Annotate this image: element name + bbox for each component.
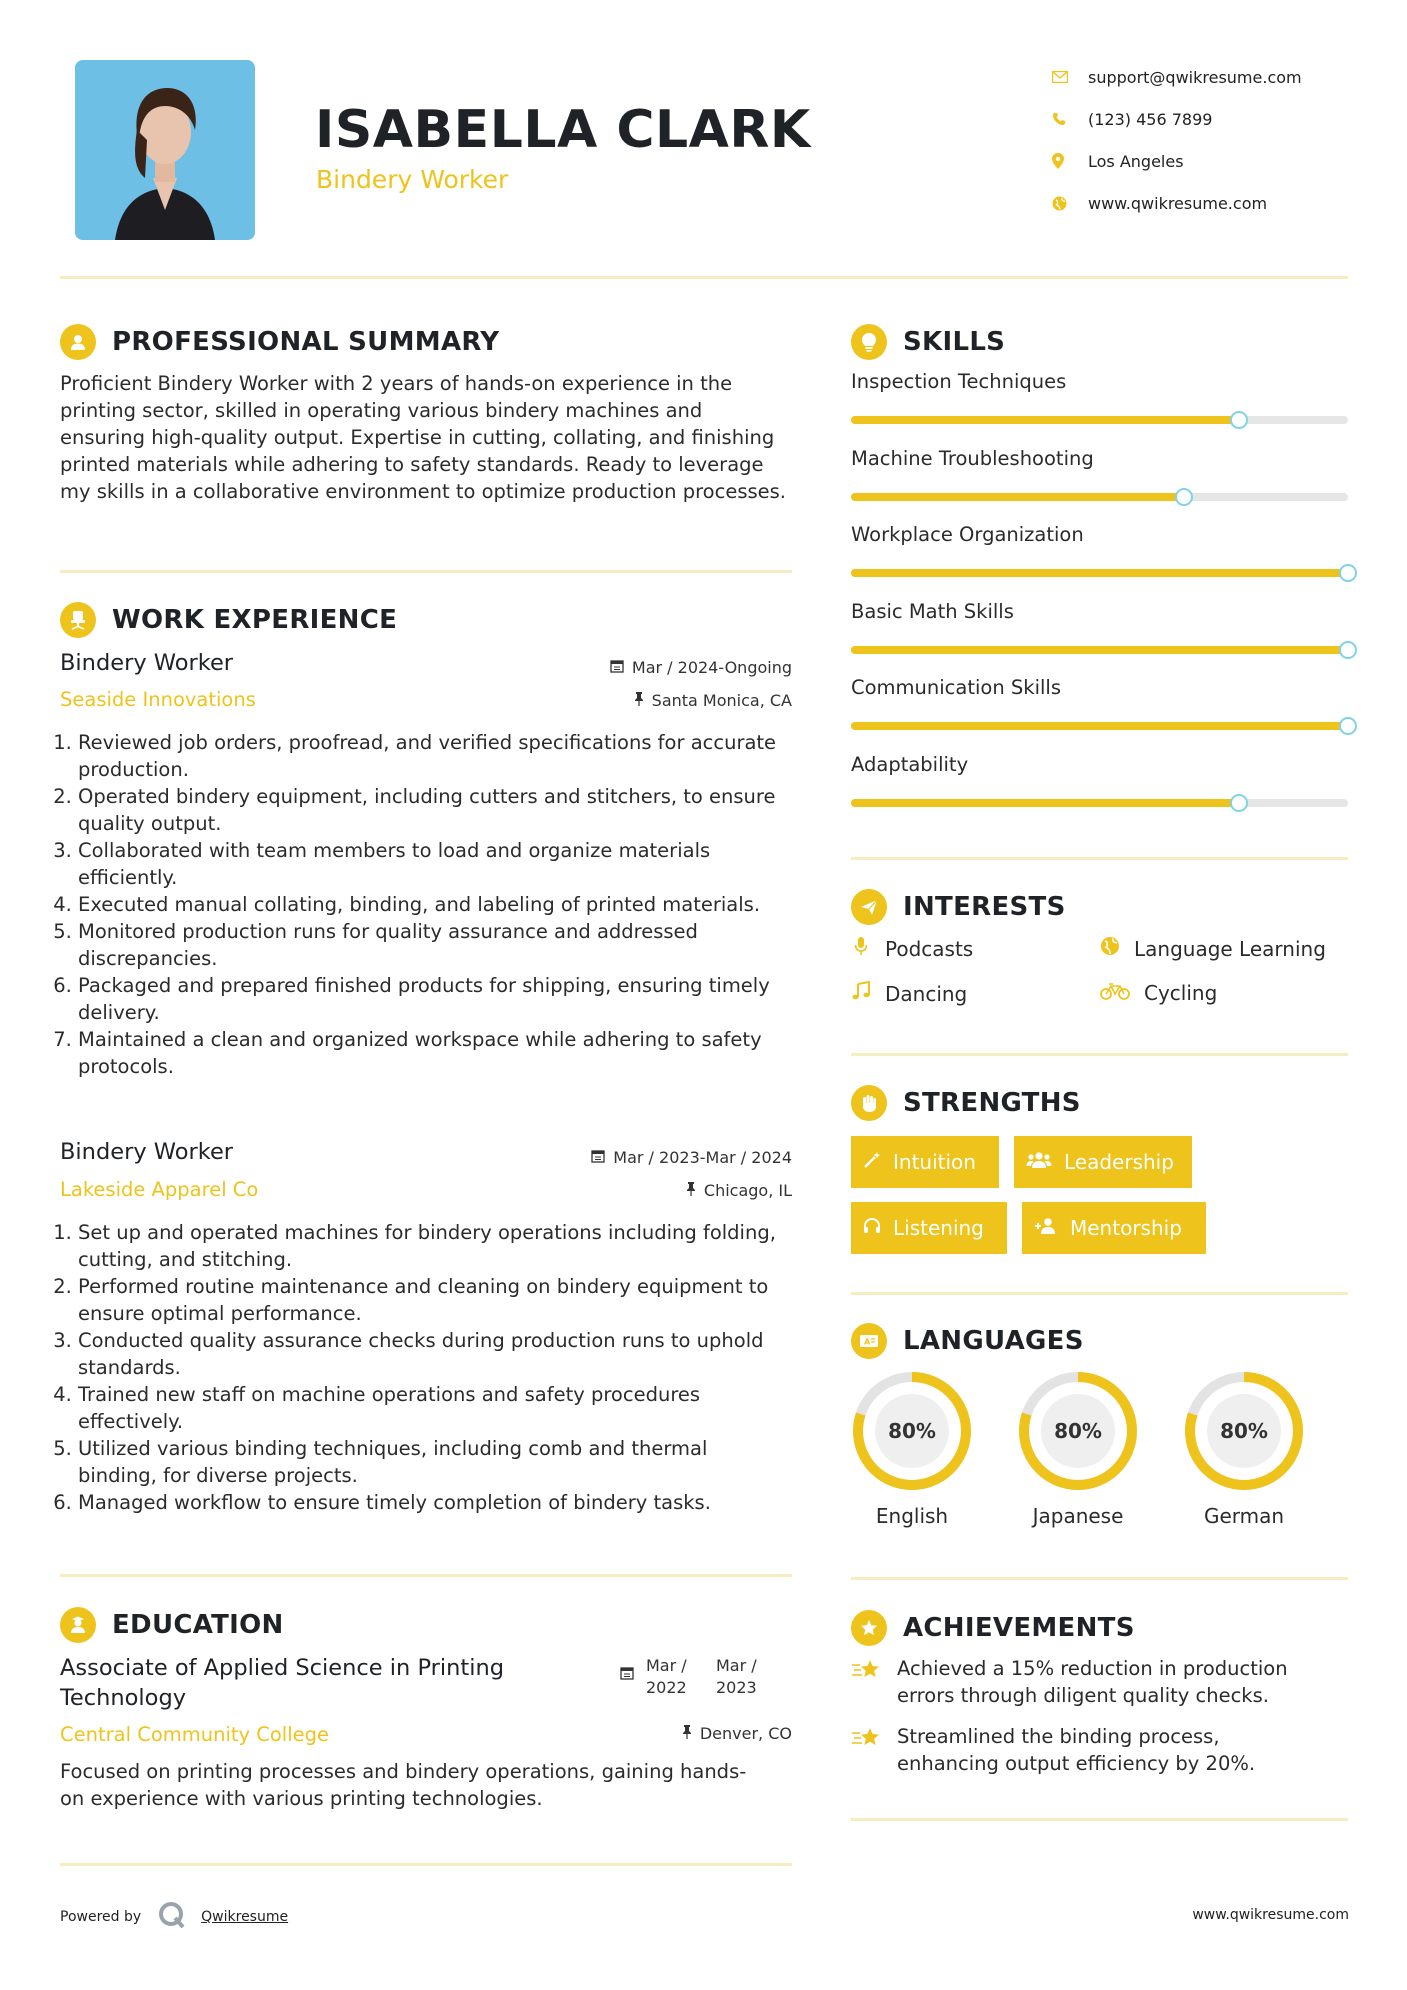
pushpin-icon (686, 1182, 696, 1200)
education-end-line-1: Mar / (716, 1656, 757, 1675)
skill-bar-track (851, 646, 1348, 654)
education-end-line-2: 2023 (716, 1678, 757, 1697)
achievement-line-2: enhancing output efficiency by 20%. (897, 1752, 1256, 1775)
education-start-line-1: Mar / (646, 1656, 687, 1675)
job-1-bullets (60, 729, 780, 1080)
degree-title-line-1: Associate of Applied Science in Printing (60, 1655, 504, 1681)
contact-website-text: www.qwikresume.com (1088, 193, 1268, 213)
footer-url[interactable]: www.qwikresume.com (1192, 1907, 1349, 1923)
achievement-text (897, 1723, 1255, 1777)
svg-text:A: A (864, 1337, 871, 1347)
strength-label: Listening (893, 1216, 984, 1240)
skill-bar-fill (851, 493, 1184, 501)
skill-level-knob (1339, 717, 1357, 735)
language-ring (851, 1370, 973, 1492)
skill-bar-fill (851, 416, 1239, 424)
skill-bar-fill (851, 569, 1348, 577)
phone-icon (1052, 112, 1088, 126)
school-name: Central Community College (60, 1723, 330, 1746)
skill-bar-track (851, 569, 1348, 577)
languages-section-header (851, 1323, 1084, 1359)
interest-dancing (851, 981, 967, 1006)
globe-icon (1052, 196, 1088, 211)
achievements-heading: ACHIEVEMENTS (903, 1613, 1135, 1643)
language-percent: 80% (888, 1419, 936, 1443)
skill-level-knob (1339, 564, 1357, 582)
strength-label: Mentorship (1070, 1216, 1182, 1240)
achievement-line-1: Achieved a 15% reduction in production (897, 1657, 1288, 1680)
skill-bar-fill (851, 646, 1348, 654)
users-icon (1026, 1151, 1052, 1174)
headphones-icon (863, 1217, 881, 1240)
skill-bar-fill (851, 799, 1239, 807)
skill-name: Basic Math Skills (851, 599, 1014, 623)
shooting-star-icon (851, 1655, 897, 1709)
pushpin-icon (682, 1725, 692, 1743)
job-1-location-text: Santa Monica, CA (651, 691, 792, 710)
job-2-location (560, 1181, 792, 1200)
music-note-icon (851, 981, 871, 1006)
summary-text: Proficient Bindery Worker with 2 years of hands-on experience in the printing sector, skilled in operating various bindery machines and ensuring high-quality output. Expertise in cutting, collating, and finishing printed materials while adhering to safety standards. Ready to leverage my skills in a collaborative environment to optimize production processes. (60, 372, 787, 503)
office-chair-icon (60, 602, 96, 638)
envelope-icon (1052, 71, 1088, 83)
achievement-text (897, 1655, 1288, 1709)
magic-wand-icon (863, 1151, 881, 1174)
summary-section-header (60, 324, 499, 360)
skill-item (851, 447, 1348, 501)
globe-icon (1100, 936, 1120, 961)
header-divider (60, 276, 1348, 279)
contact-location-text: Los Angeles (1088, 151, 1184, 171)
list-item: 6. Managed workflow to ensure timely completion of bindery tasks. (78, 1489, 790, 1516)
qwikresume-link[interactable]: Qwikresume (201, 1909, 289, 1925)
education-start-line-2: 2022 (646, 1678, 687, 1697)
skill-level-knob (1230, 411, 1248, 429)
strength-label: Leadership (1064, 1150, 1174, 1174)
list-item: 3. Conducted quality assurance checks during production runs to uphold standards. (78, 1327, 790, 1381)
skill-name: Inspection Techniques (851, 370, 1067, 393)
shooting-star-icon (851, 1723, 897, 1777)
skill-item (851, 600, 1348, 654)
microphone-icon (851, 936, 871, 961)
education-start-date (646, 1655, 687, 1699)
language-item (851, 1370, 973, 1528)
contact-phone-text: (123) 456 7899 (1088, 109, 1213, 129)
education-description: Focused on printing processes and bindery operations, gaining hands-on experience with various printing technologies. (60, 1760, 747, 1810)
skills-section-header (851, 324, 1005, 360)
star-badge-icon (851, 1610, 887, 1646)
calendar-icon (591, 1149, 605, 1167)
contact-phone[interactable] (1052, 98, 1382, 140)
interests-heading: INTERESTS (903, 892, 1066, 922)
list-item: 4. Executed manual collating, binding, and labeling of printed materials. (78, 891, 780, 918)
skill-level-knob (1175, 488, 1193, 506)
list-item: 7. Maintained a clean and organized workspace while adhering to safety protocols. (78, 1026, 780, 1080)
languages-divider (851, 1577, 1348, 1580)
skill-item (851, 676, 1348, 730)
job-2-company: Lakeside Apparel Co (60, 1178, 259, 1201)
skill-name: Workplace Organization (851, 523, 1084, 546)
list-item: 1. Set up and operated machines for bindery operations including folding, cutting, and stitching. (78, 1219, 790, 1273)
bicycle-icon (1100, 981, 1130, 1005)
job-1-date-text: Mar / 2024-Ongoing (631, 658, 792, 677)
contact-email[interactable] (1052, 56, 1382, 98)
summary-heading: PROFESSIONAL SUMMARY (112, 327, 500, 357)
list-item: 2. Performed routine maintenance and cleaning on bindery equipment to ensure optimal performance. (78, 1273, 790, 1327)
skill-name: Adaptability (851, 752, 969, 776)
education-divider (60, 1863, 792, 1866)
strengths-section-header (851, 1085, 1081, 1121)
language-ring (1017, 1370, 1139, 1492)
skill-level-knob (1339, 641, 1357, 659)
experience-divider (60, 1574, 792, 1577)
job-1-company: Seaside Innovations (60, 688, 256, 711)
map-pin-icon (1052, 153, 1088, 169)
language-name: German (1203, 1504, 1285, 1528)
strength-chip-listening (851, 1202, 1007, 1254)
job-1-location (560, 691, 792, 710)
skill-item (851, 523, 1348, 577)
interest-language-learning (1100, 936, 1326, 961)
skill-item (851, 753, 1348, 807)
paper-plane-icon (851, 889, 887, 925)
strength-chip-leadership (1014, 1136, 1192, 1188)
achievement-line-2: errors through diligent quality checks. (897, 1684, 1269, 1707)
skill-bar-fill (851, 722, 1348, 730)
language-item (1017, 1370, 1139, 1528)
calendar-icon (610, 659, 624, 677)
powered-by-text: Powered by (60, 1909, 142, 1925)
candidate-name: ISABELLA CLARK (315, 100, 811, 160)
strength-chip-intuition (851, 1136, 999, 1188)
interests-divider (851, 1053, 1348, 1056)
list-item: 5. Monitored production runs for quality assurance and addressed discrepancies. (78, 918, 780, 972)
job-1-title: Bindery Worker (60, 650, 234, 676)
achievement-item (851, 1723, 1348, 1777)
user-icon (60, 324, 96, 360)
profile-photo (75, 60, 255, 240)
experience-heading: WORK EXPERIENCE (112, 605, 398, 635)
job-1-date (560, 658, 792, 677)
skill-name: Machine Troubleshooting (851, 446, 1094, 470)
strengths-divider (851, 1292, 1348, 1295)
interest-label: Podcasts (885, 936, 974, 961)
education-heading: EDUCATION (112, 1610, 284, 1640)
language-item (1183, 1370, 1305, 1528)
languages-heading: LANGUAGES (903, 1326, 1084, 1356)
list-item: 6. Packaged and prepared finished products for shipping, ensuring timely delivery. (78, 972, 780, 1026)
achievements-divider (851, 1818, 1348, 1821)
footer-powered-by (60, 1900, 288, 1934)
degree-title-line-2: Technology (60, 1685, 187, 1711)
language-card-icon (851, 1323, 887, 1359)
interest-cycling (1100, 981, 1217, 1005)
education-end-date (716, 1655, 757, 1699)
interest-label: Dancing (885, 981, 968, 1006)
raised-fist-icon (851, 1085, 887, 1121)
achievements-section-header (851, 1610, 1135, 1646)
user-plus-icon (1034, 1217, 1058, 1240)
contact-email-text: support@qwikresume.com (1088, 67, 1302, 87)
interest-label: Cycling (1144, 981, 1218, 1005)
pushpin-icon (634, 692, 644, 710)
summary-divider (60, 570, 792, 573)
language-ring (1183, 1370, 1305, 1492)
contact-list (1052, 56, 1382, 224)
skill-item (851, 370, 1348, 424)
education-location-text: Denver, CO (699, 1724, 792, 1743)
qwikresume-logo-icon (157, 1900, 187, 1934)
list-item: 3. Collaborated with team members to load and organize materials efficiently. (78, 837, 780, 891)
skill-bar-track (851, 722, 1348, 730)
candidate-title: Bindery Worker (316, 165, 509, 194)
interest-podcasts (851, 936, 973, 961)
job-2-date-text: Mar / 2023-Mar / 2024 (613, 1148, 792, 1167)
lightbulb-icon (851, 324, 887, 360)
skills-heading: SKILLS (903, 327, 1006, 357)
achievement-item (851, 1655, 1348, 1709)
strengths-heading: STRENGTHS (903, 1088, 1081, 1118)
achievement-line-1: Streamlined the binding process, (897, 1725, 1220, 1748)
language-percent: 80% (1220, 1419, 1268, 1443)
language-percent: 80% (1054, 1419, 1102, 1443)
contact-website[interactable] (1052, 182, 1382, 224)
job-2-date (520, 1148, 792, 1167)
skill-bar-track (851, 416, 1348, 424)
skill-level-knob (1230, 794, 1248, 812)
list-item: 2. Operated bindery equipment, including cutters and stitchers, to ensure quality output. (78, 783, 780, 837)
skill-bar-track (851, 799, 1348, 807)
education-location (560, 1724, 792, 1743)
list-item: 1. Reviewed job orders, proofread, and verified specifications for accurate production. (78, 729, 780, 783)
interest-label: Language Learning (1134, 936, 1326, 961)
graduate-icon (60, 1607, 96, 1643)
skills-divider (851, 857, 1348, 860)
skill-name: Communication Skills (851, 676, 1061, 699)
job-2-location-text: Chicago, IL (703, 1181, 792, 1200)
strength-label: Intuition (893, 1150, 976, 1174)
degree-title (60, 1653, 504, 1713)
language-name: Japanese (1032, 1504, 1124, 1528)
skill-bar-track (851, 493, 1348, 501)
job-2-bullets (60, 1219, 790, 1516)
strength-chip-mentorship (1022, 1202, 1206, 1254)
list-item: 4. Trained new staff on machine operations and safety procedures effectively. (78, 1381, 790, 1435)
list-item: 5. Utilized various binding techniques, including comb and thermal binding, for diverse projects. (78, 1435, 790, 1489)
interests-section-header (851, 889, 1066, 925)
job-2-title: Bindery Worker (60, 1139, 234, 1165)
contact-location (1052, 140, 1382, 182)
calendar-icon (620, 1665, 634, 1684)
language-name: English (875, 1504, 949, 1528)
experience-section-header (60, 602, 397, 638)
education-section-header (60, 1607, 284, 1643)
